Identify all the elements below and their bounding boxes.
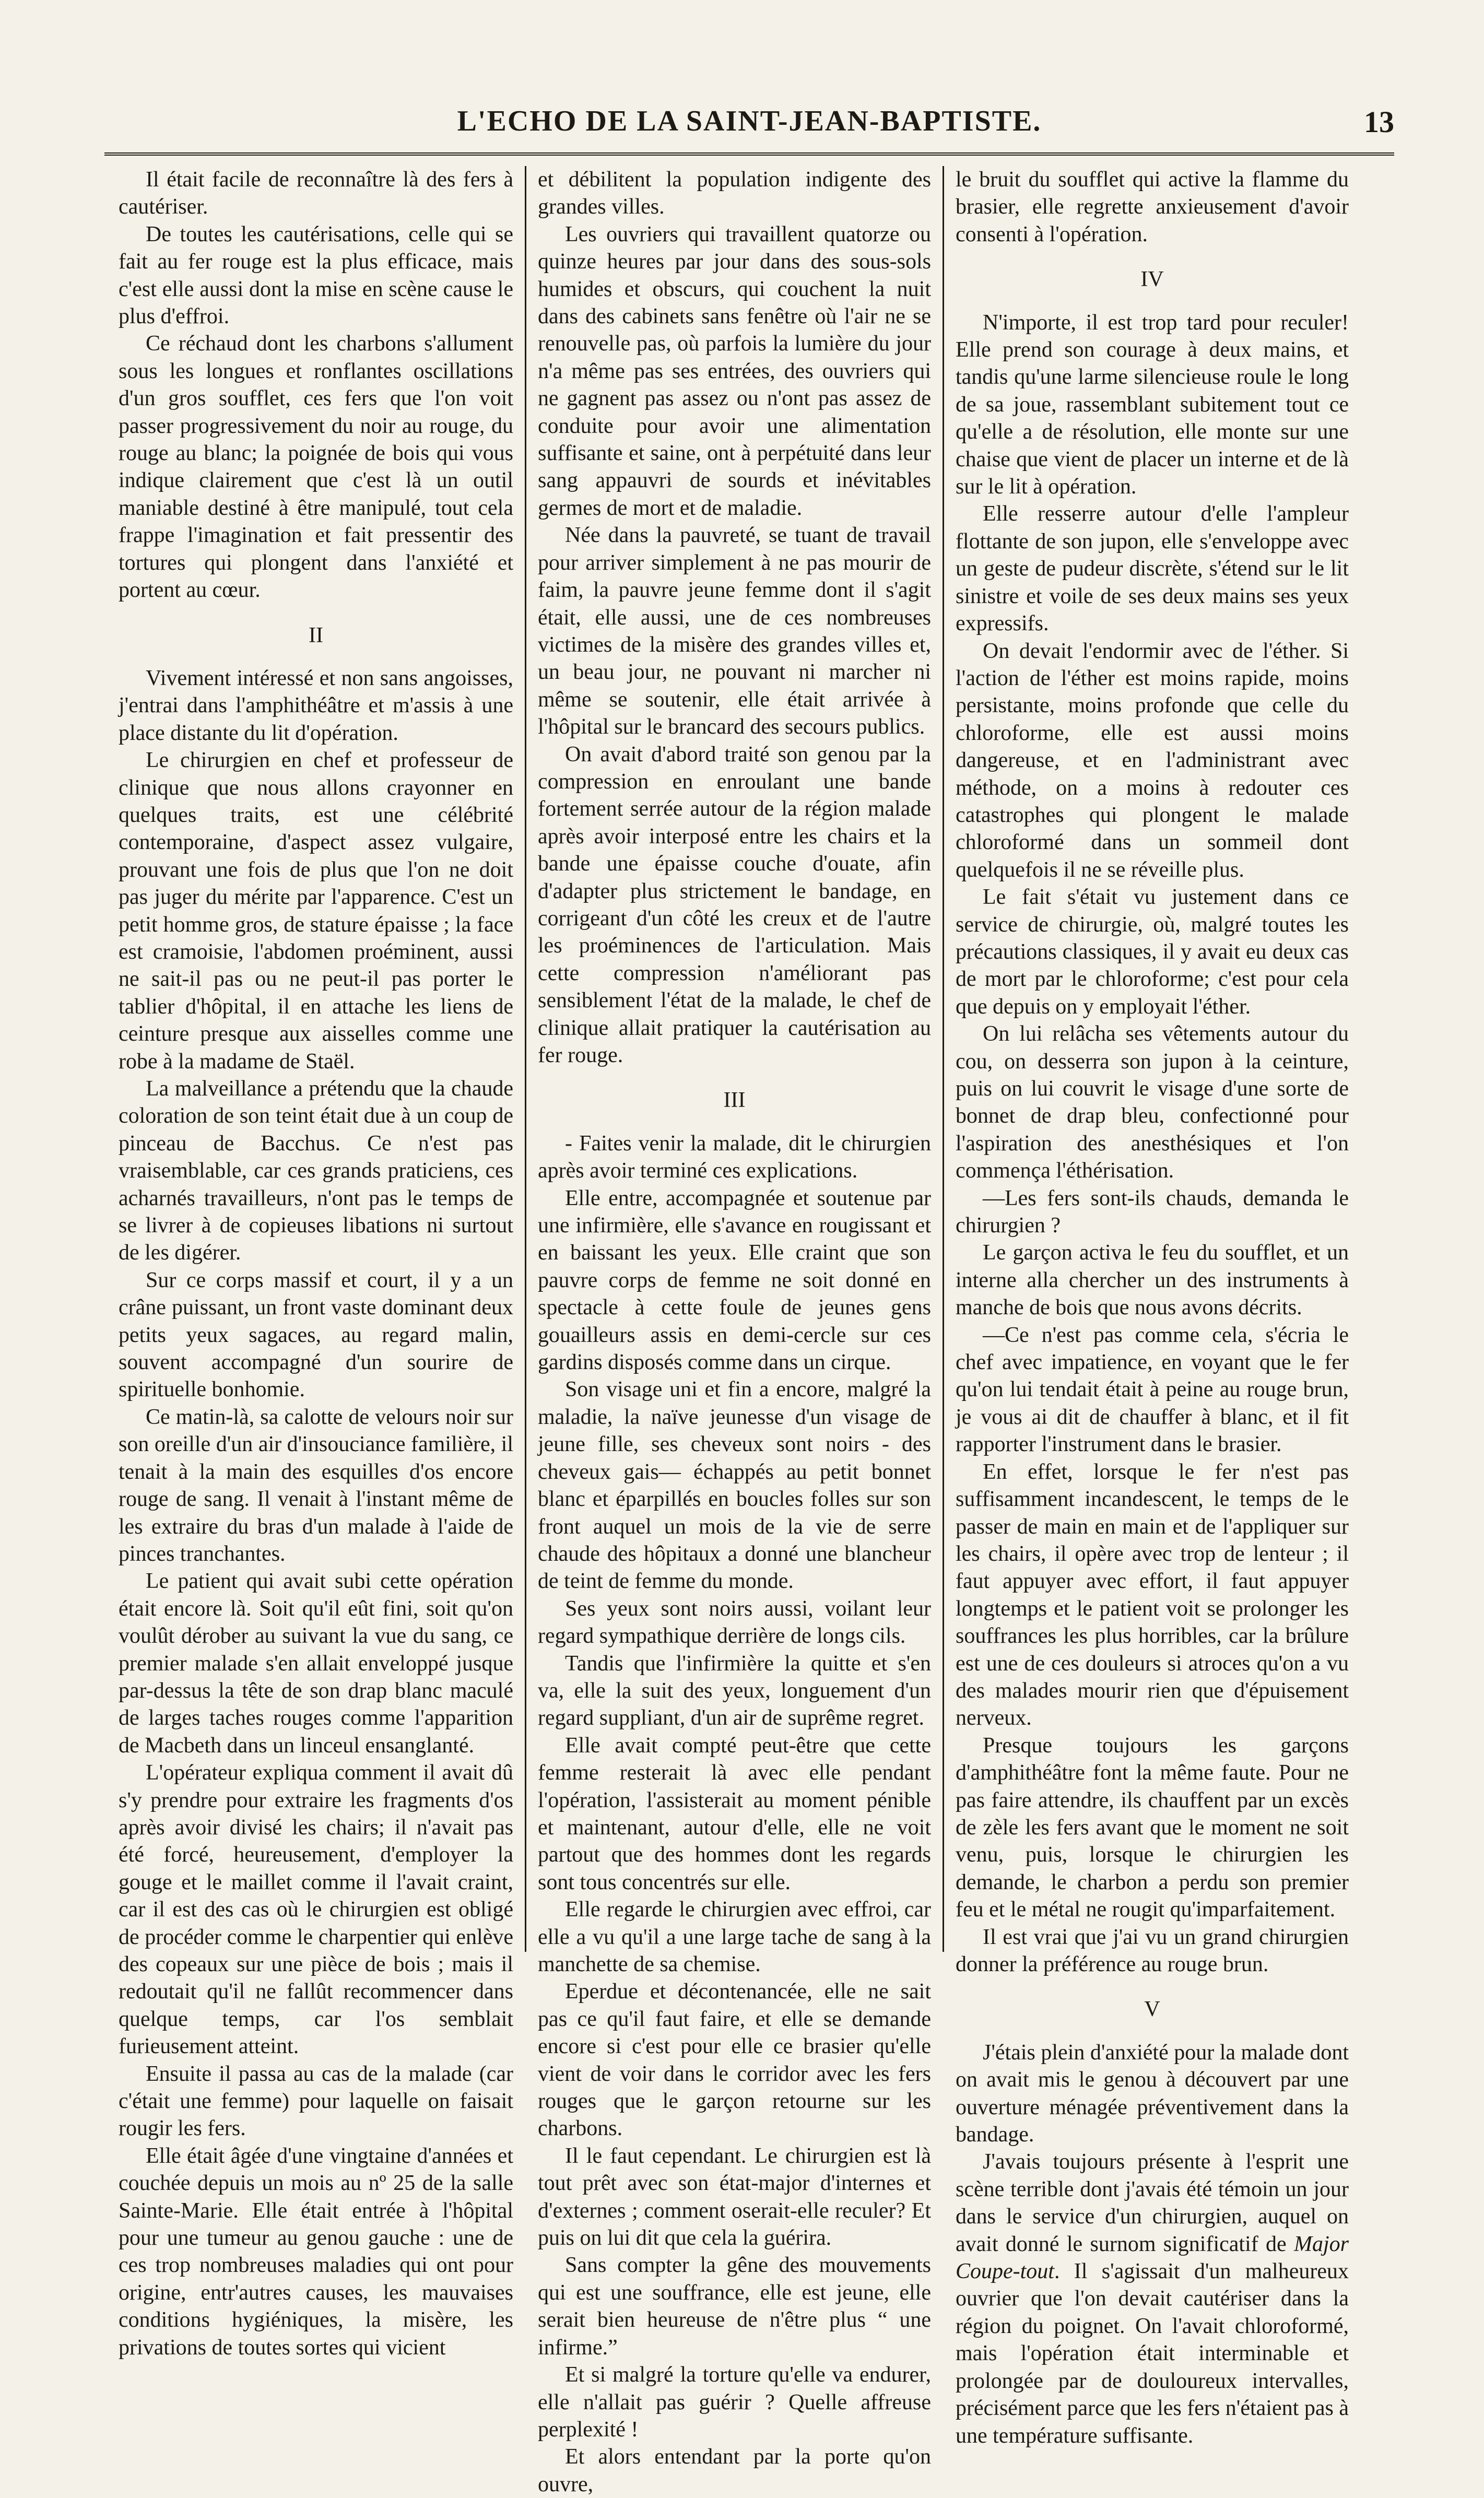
page-number: 13	[1364, 105, 1394, 139]
paragraph: Il était facile de reconnaître là des fers à cautériser.	[119, 168, 513, 219]
paragraph: Sans compter la gêne des mouvements qui est une souffrance, elle est jeune, elle serait bien heureuse de n'être plus “ une infirme.”	[538, 2253, 931, 2360]
paragraph: On devait l'endormir avec de l'éther. Si l'action de l'éther est moins rapide, moins persistante, moins profonde que celle du chloroforme, elle est aussi moins dangereuse, et en l'administrant avec méthode, on a moins à redouter ces catastrophes qui plongent le malade chloroformé dans un sommeil dont quelquefois il ne se réveille plus.	[956, 639, 1349, 882]
paragraph: Ce matin-là, sa calotte de velours noir sur son oreille d'un air d'insouciance familière, il tenait à la main des esquilles d'os encore rouge de sang. Il venait à l'instant même de les extraire du bras d'un malade à l'aide de pinces tranchantes.	[119, 1405, 513, 1566]
paragraph: Ses yeux sont noirs aussi, voilant leur regard sympathique derrière de longs cils.	[538, 1596, 931, 1648]
paragraph: Et si malgré la torture qu'elle va endurer, elle n'allait pas guérir ? Quelle affreuse perplexité !	[538, 2363, 931, 2442]
paragraph: Sur ce corps massif et court, il y a un crâne puissant, un front vaste dominant deux petits yeux sagaces, au regard malin, souvent accompagné d'un sourire de spirituelle bonhomie.	[119, 1268, 513, 1402]
column-3	[943, 166, 1360, 2448]
paragraph: J'étais plein d'anxiété pour la malade dont on avait mis le genou à découvert par une ouverture ménagée préventivement dans la bandage.	[956, 2040, 1349, 2147]
paragraph: Ce réchaud dont les charbons s'allument sous les longues et ronflantes oscillations d'un gros soufflet, ces fers que l'on voit passer progressivement du noir au rouge, du rouge au blanc; la poignée de bois qui vous indique clairement que c'est là un outil maniable destiné à être manipulé, tout cela frappe l'imagination et fait pressentir des tortures qui plongent dans l'anxiété et portent au cœur.	[119, 332, 513, 603]
paragraph: Les ouvriers qui travaillent quatorze ou quinze heures par jour dans des sous-sols humides et obscurs, qui couchent la nuit dans des cabinets sans fenêtre où l'air ne se renouvelle pas, où parfois la lumière du jour n'a même pas ses entrées, des ouvriers qui ne gagnent pas assez ou n'ont pas assez de conduite pour avoir une alimentation suffisante et saine, ont à perpétuité dans leur sang appauvri de sourds et inévitables germes de mort et de maladie.	[538, 222, 931, 520]
paragraph: Et alors entendant par la porte qu'on ouvre,	[538, 2445, 931, 2496]
paragraph: On lui relâcha ses vêtements autour du cou, on desserra son jupon à la ceinture, puis on lui couvrit le visage d'une sorte de bonnet de drap bleu, confectionné pour l'aspiration des anesthésiques et l'on commença l'éthérisation.	[956, 1022, 1349, 1183]
running-title: L'ECHO DE LA SAINT-JEAN-BAPTISTE.	[457, 105, 1042, 137]
section-heading-2: II	[309, 623, 323, 647]
paragraph: Tandis que l'infirmière la quitte et s'en va, elle la suit des yeux, longuement d'un regard suppliant, d'un air de suprême regret.	[538, 1651, 931, 1730]
page-header	[104, 99, 1394, 146]
paragraph: Vivement intéressé et non sans angoisses, j'entrai dans l'amphithéâtre et m'assis à une place distante du lit d'opération.	[119, 666, 513, 745]
paragraph-text: J'avais toujours présente à l'esprit une scène terrible dont j'avais été témoin un jour dans le service d'un chirurgien, auquel on avait donné le surnom significatif de	[956, 2150, 1349, 2256]
paragraph: On avait d'abord traité son genou par la compression en enroulant une bande fortement serrée autour de la région malade après avoir interposé entre les chairs et la bande une épaisse couche d'ouate, afin d'adapter plus strictement le bandage, en corrigeant d'un côté les creux et de l'autre les proéminences de l'articulation. Mais cette compression n'améliorant pas sensiblement l'état de la malade, le chef de clinique allait pratiquer la cautérisation au fer rouge.	[538, 742, 931, 1067]
paragraph: L'opérateur expliqua comment il avait dû s'y prendre pour extraire les fragments d'os après avoir divisé les chairs; il n'avait pas été forcé, heureusement, d'employer la gouge et le maillet comme il l'avait craint, car il est des cas où le chirurgien est obligé de procéder comme le charpentier qui enlève des copeaux sur une pièce de bois ; mais il redoutait qu'il ne fallût recommencer dans quelque temps, car l'os semblait furieusement atteint.	[119, 1761, 513, 2059]
paragraph: Il est vrai que j'ai vu un grand chirurgien donner la préférence au rouge brun.	[956, 1925, 1349, 1976]
paragraph: Le patient qui avait subi cette opération était encore là. Soit qu'il eût fini, soit qu'on voulût dérober au suivant la vue du sang, ce premier malade s'en allait enveloppé jusque par-dessus la tête de son drap blanc maculé de larges taches rouges comme l'apparition de Macbeth dans un linceul ensanglanté.	[119, 1569, 513, 1758]
header-rule	[104, 152, 1394, 156]
paragraph	[956, 2148, 1349, 2449]
paragraph: Presque toujours les garçons d'amphithéâtre font la même faute. Pour ne pas faire attendre, ils chauffent par un excès de zèle les fers avant que le moment ne soit venu, puis, lorsque le chirurgien les demande, le charbon a perdu son premier feu et le métal ne rougit qu'imparfaitement.	[956, 1733, 1349, 1922]
paragraph: Le fait s'était vu justement dans ce service de chirurgie, où, malgré toutes les précautions classiques, il y avait eu deux cas de mort par le chloroforme; c'est pour cela que depuis on y employait l'éther.	[956, 885, 1349, 1019]
paragraph: —Les fers sont-ils chauds, demanda le chirurgien ?	[956, 1186, 1349, 1238]
paragraph: Née dans la pauvreté, se tuant de travail pour arriver simplement à ne pas mourir de faim, la pauvre jeune femme dont il s'agit était, elle aussi, une de ces nombreuses victimes de la misère des grandes villes et, un beau jour, ne pouvant ni marcher ni même se soutenir, elle était arrivée à l'hôpital sur le brancard des secours publics.	[538, 523, 931, 739]
paragraph: Son visage uni et fin a encore, malgré la maladie, la naïve jeunesse d'un visage de jeune fille, ses cheveux sont noirs - des cheveux gais— échappés au petit bonnet blanc et éparpillés en boucles folles sur son front auquel un mois de la vie de serre chaude des hôpitaux a donné une blancheur de teint de femme du monde.	[538, 1377, 931, 1594]
paragraph: De toutes les cautérisations, celle qui se fait au fer rouge est la plus efficace, mais c'est elle aussi dont la mise en scène cause le plus d'effroi.	[119, 222, 513, 329]
paragraph: La malveillance a prétendu que la chaude coloration de son teint était due à un coup de pinceau de Bacchus. Ce n'est pas vraisemblable, car ces grands praticiens, ces acharnés travailleurs, n'ont pas le temps de se livrer à de copieuses libations ni surtout de les digérer.	[119, 1077, 513, 1265]
column-2	[525, 166, 943, 2496]
paragraph: Le chirurgien en chef et professeur de clinique que nous allons crayonner en quelques traits, est une célébrité contemporaine, d'aspect assez vulgaire, prouvant une fois de plus que l'on ne doit pas juger du mérite par l'apparence. C'est un petit homme gros, de stature épaisse ; la face est cramoisie, l'abdomen proéminent, aussi ne sait-il pas ou ne peut-il pas porter le tablier d'hôpital, il en attache les liens de ceinture presque aux aisselles comme une robe à la madame de Staël.	[119, 748, 513, 1074]
paragraph: - Faites venir la malade, dit le chirurgien après avoir terminé ces explications.	[538, 1131, 931, 1183]
section-heading-4: IV	[1140, 267, 1164, 292]
paragraph: Elle resserre autour d'elle l'ampleur flottante de son jupon, elle s'enveloppe avec un geste de pudeur discrète, s'étend sur le lit sinistre et voile de ses deux mains ses yeux expressifs.	[956, 502, 1349, 636]
paragraph: Le garçon activa le feu du soufflet, et un interne alla chercher un des instruments à manche de bois que nous avons décrits.	[956, 1241, 1349, 1320]
article-columns	[107, 166, 1392, 2496]
paragraph: Elle était âgée d'une vingtaine d'années et couchée depuis un mois au nº 25 de la salle Sainte-Marie. Elle était entrée à l'hôpital pour une tumeur au genou gauche : une de ces trop nombreuses maladies qui ont pour origine, entr'autres causes, les mauvaises conditions hygiéniques, la misère, les privations de toutes sortes qui vicient	[119, 2143, 513, 2360]
paragraph: Elle entre, accompagnée et soutenue par une infirmière, elle s'avance en rougissant et en baissant les yeux. Elle craint que son pauvre corps de femme ne soit donné en spectacle à cette foule de jeunes gens gouailleurs assis en demi-cercle sur ces gardins disposés comme dans un cirque.	[538, 1186, 931, 1375]
section-heading-5: V	[1144, 1997, 1160, 2022]
italic-nickname: Major Coupe-tout	[956, 2232, 1349, 2284]
paragraph: Elle avait compté peut-être que cette femme resterait là avec elle pendant l'opération, l'assisterait au moment pénible et maintenant, autour d'elle, elle ne voit partout que des hommes dont les regards sont tous concentrés sur elle.	[538, 1733, 931, 1894]
paragraph: et débilitent la population indigente des grandes villes.	[538, 168, 931, 219]
section-heading-3: III	[723, 1088, 746, 1113]
paragraph: Elle regarde le chirurgien avec effroi, car elle a vu qu'il a une large tache de sang à la manchette de sa chemise.	[538, 1898, 931, 1976]
paragraph: —Ce n'est pas comme cela, s'écria le chef avec impatience, en voyant que le fer qu'on lui tendait était à peine au rouge brun, je vous ai dit de chauffer à blanc, et il fit rapporter l'instrument dans le brasier.	[956, 1323, 1349, 1457]
paragraph: le bruit du soufflet qui active la flamme du brasier, elle regrette anxieusement d'avoir consenti à l'opération.	[956, 168, 1349, 246]
paragraph: N'importe, il est trop tard pour reculer! Elle prend son courage à deux mains, et tandis qu'une larme silencieuse roule le long de sa joue, rassemblant subitement tout ce qu'elle a de résolution, elle monte sur une chaise que vient de placer un interne et de là sur le lit à opération.	[956, 310, 1349, 499]
paragraph: En effet, lorsque le fer n'est pas suffisamment incandescent, le temps de le passer de main en main et de l'appliquer sur les chairs, il opère avec trop de lenteur ; il faut appuyer avec effort, il faut appuyer longtemps et le patient voit se prolonger les souffrances les plus horribles, car la brûlure est une de ces douleurs si atroces qu'on a vu des malades mourir rien que d'épuisement nerveux.	[956, 1459, 1349, 1730]
paragraph-text: . Il s'agissait d'un malheureux ouvrier que l'on devait cautériser dans la région du poignet. On l'avait chloroformé, mais l'opération était interminable et prolongée par de douloureux intervalles, précisément parce que les fers n'étaient pas à une température suffisante.	[956, 2259, 1349, 2448]
paragraph: Eperdue et décontenancée, elle ne sait pas ce qu'il faut faire, et elle se demande encore si c'est pour elle ce brasier qu'elle vient de voir dans le corridor avec les fers rouges que le garçon retourne sur les charbons.	[538, 1979, 931, 2141]
paragraph: Ensuite il passa au cas de la malade (car c'était une femme) pour laquelle on faisait rougir les fers.	[119, 2061, 513, 2141]
paragraph: Il le faut cependant. Le chirurgien est là tout prêt avec son état-major d'internes et d'externes ; comment oserait-elle reculer? Et puis on lui dit que cela la guérira.	[538, 2143, 931, 2250]
column-1	[107, 166, 525, 2360]
